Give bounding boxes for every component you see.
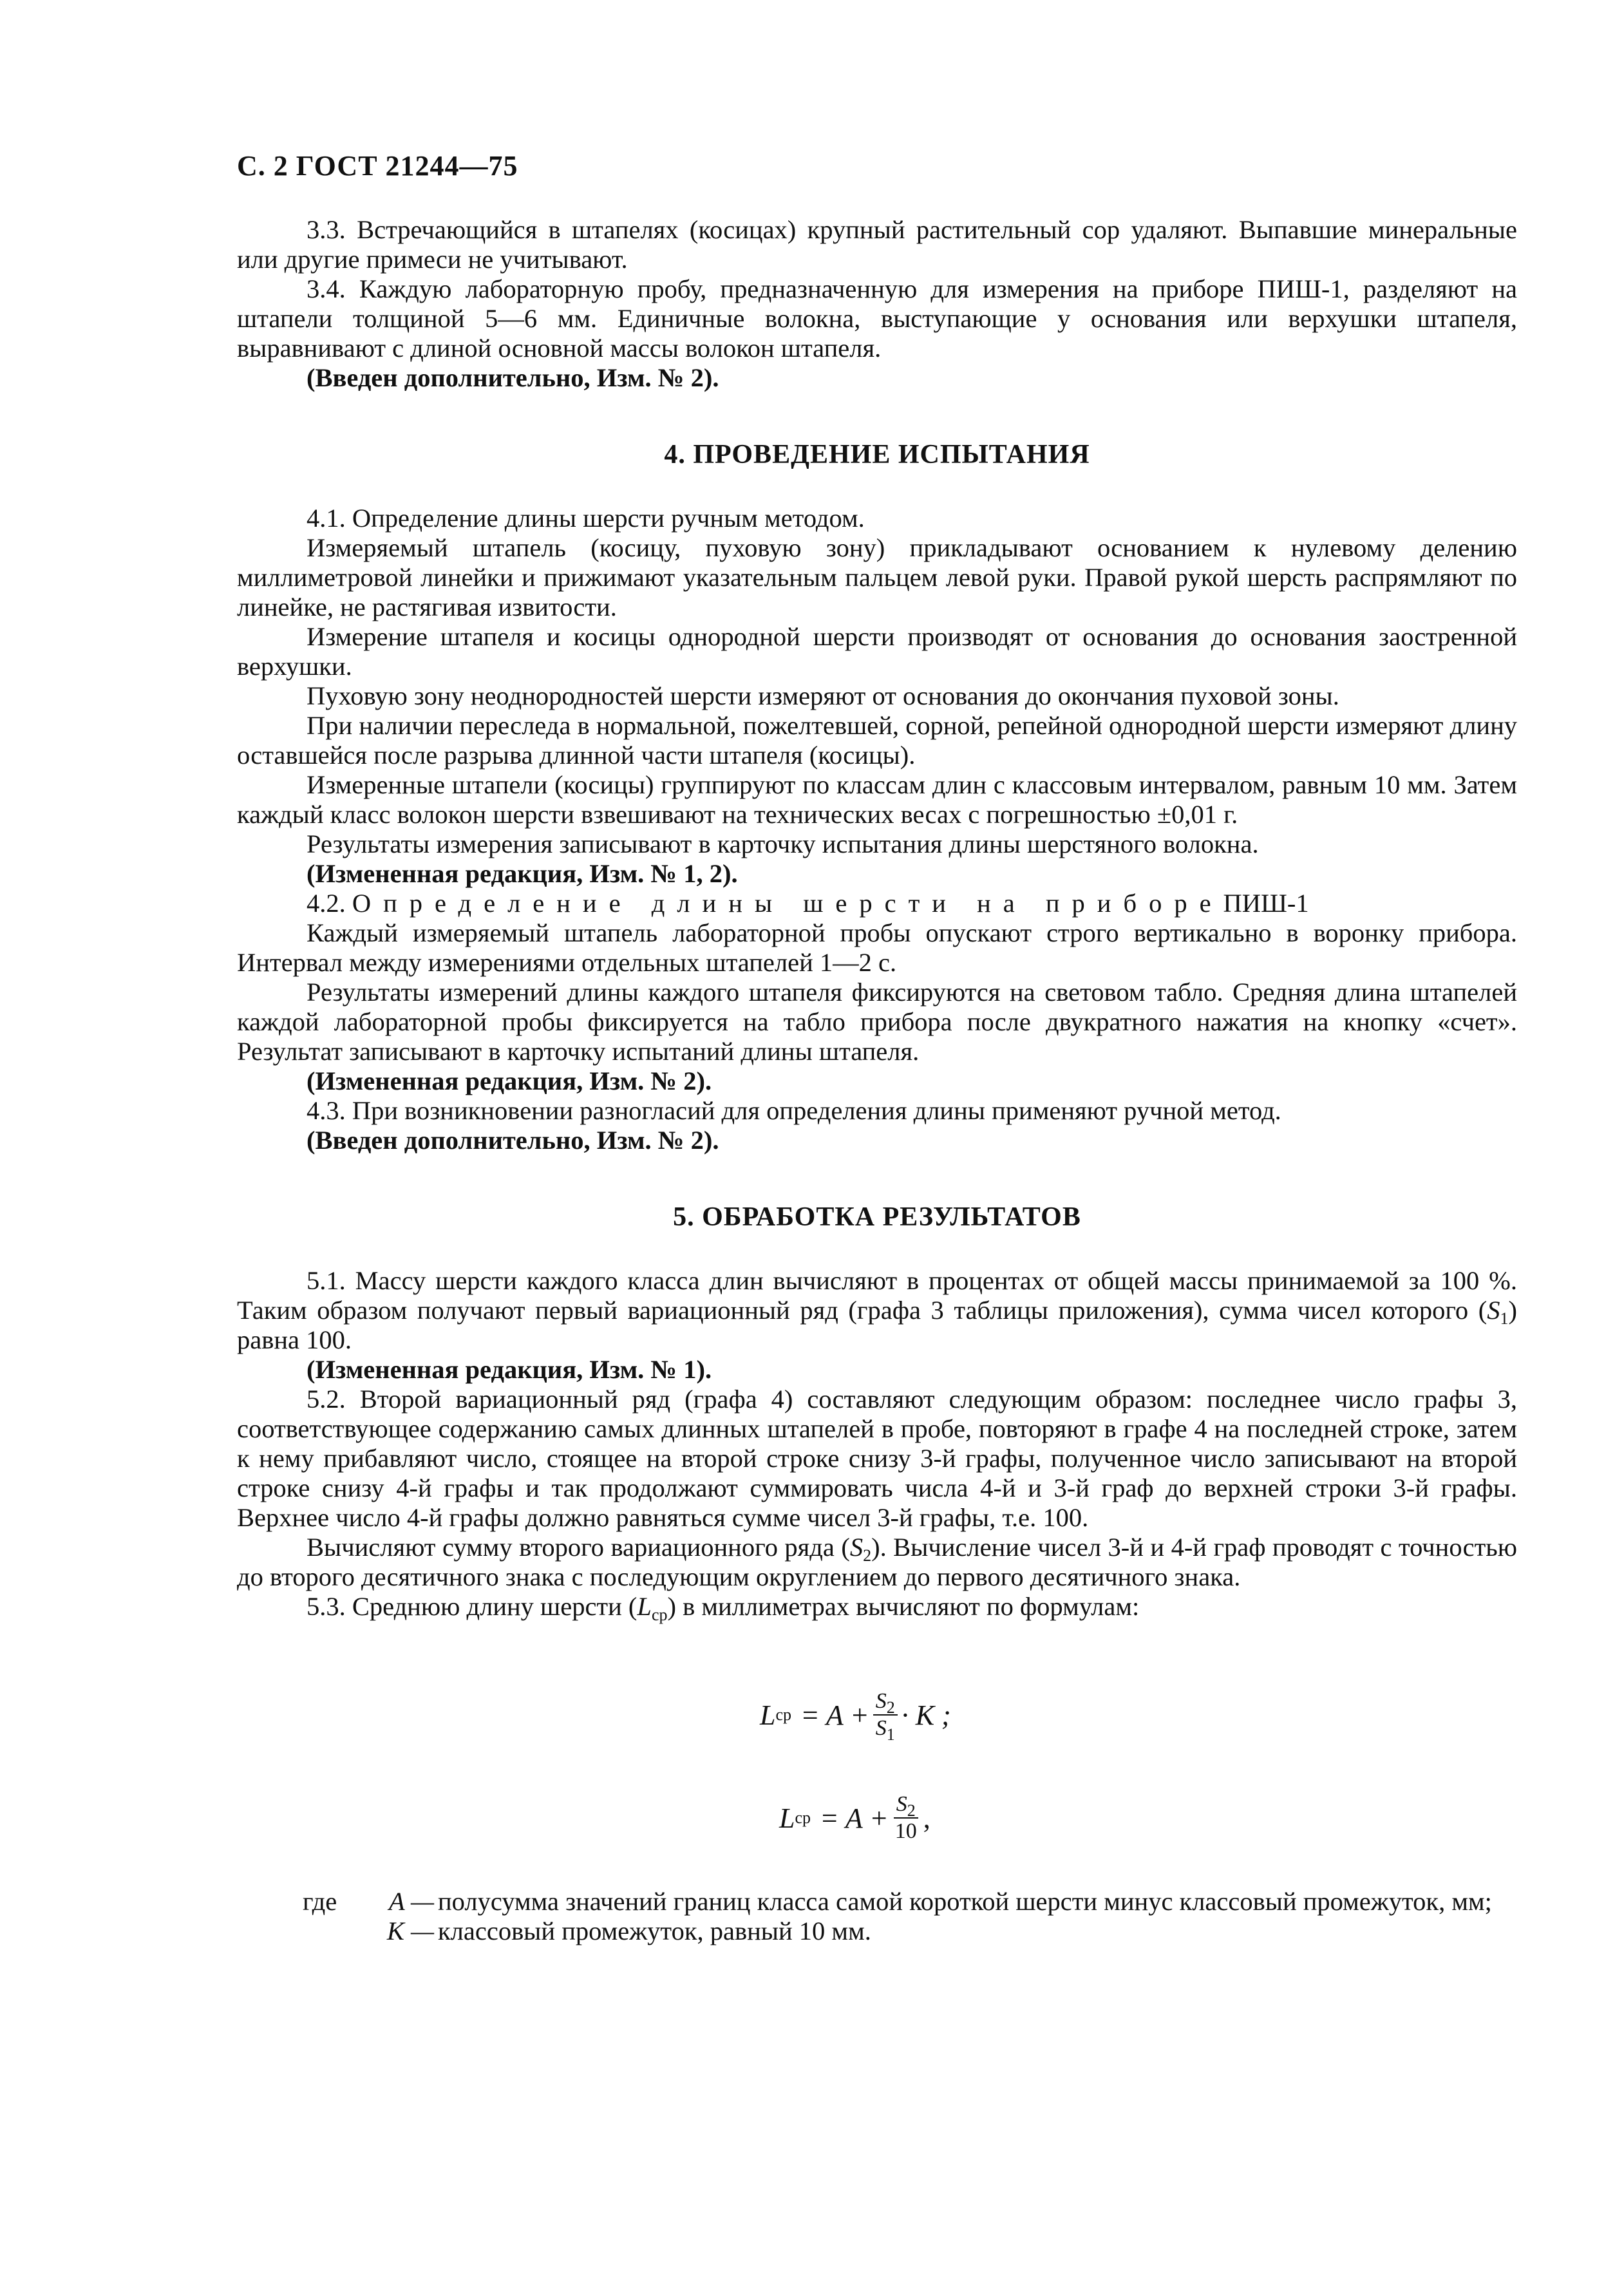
intro-block [237, 215, 1517, 393]
subscript: 1 [886, 1725, 895, 1744]
fraction-denominator: 10 [894, 1819, 917, 1843]
fraction-numerator [873, 1688, 898, 1716]
text-run: ) в миллиметрах вычисляют по формулам: [667, 1592, 1140, 1621]
paragraph-5-2: 5.2. Второй вариационный ряд (графа 4) составляют следующим образом: последнее число графы 3, соответствующее содержанию самых длинных штапелей в пробе, повторяют в графе 4 на последней строке, затем к нему прибавляют число, стоящее на второй строке снизу 3-й графы, полученное число записывают на второй строке снизу 4-й графы и так продолжают суммировать числа 4-й и 3-й граф до верхней строки 3-й графы. Верхнее число 4-й графы должно равняться сумме чисел 3-й графы, т.е. 100. [237, 1385, 1517, 1532]
paragraph: Измерение штапеля и косицы однородной шерсти производят от основания до основания заостренной верхушки. [237, 622, 1517, 681]
paragraph: Пуховую зону неоднородностей шерсти измеряют от основания до окончания пуховой зоны. [307, 681, 1339, 710]
amendment-note: (Введен дополнительно, Изм. № 2). [307, 1126, 719, 1155]
fraction-denominator [873, 1716, 898, 1744]
paragraph: Результаты измерения записывают в карточку испытания длины шерстяного волокна. [307, 829, 1259, 858]
section-4-body [237, 504, 1517, 1155]
paragraph-3-3: 3.3. Встречающийся в штапелях (косицах) крупный растительный сор удаляют. Выпавшие минеральные или другие примеси не учитывают. [237, 215, 1517, 274]
amendment-note: (Измененная редакция, Изм. № 1, 2). [307, 859, 738, 888]
legend-row-k [303, 1916, 1525, 1946]
section-5-body [237, 1266, 1517, 1622]
paragraph: Измеряемый штапель (косицу, пуховую зону) прикладывают основанием к нулевому делению миллиметровой линейки и прижимают указательным пальцем левой руки. Правой рукой шерсть распрямляют по линейке, не растягивая извитости. [237, 533, 1517, 621]
subscript: 1 [1500, 1309, 1509, 1328]
section-5-title: 5. ОБРАБОТКА РЕЗУЛЬТАТОВ [673, 1202, 1081, 1232]
formula-eq: = A + [820, 1802, 889, 1834]
section-4-title: 4. ПРОВЕДЕНИЕ ИСПЫТАНИЯ [664, 440, 1090, 469]
formula-2: L ср = A + $\frac{S_2}{10}$ , [779, 1792, 930, 1843]
subscript: 2 [886, 1698, 895, 1717]
legend-lead: где [303, 1887, 337, 1916]
paragraph: Результаты измерений длины каждого штапеля фиксируются на световом табло. Средняя длина штапелей каждой лабораторной пробы фиксируется на табло прибора после двукратного нажатия на кнопку «счет». Результат записывают в карточку испытаний длины штапеля. [237, 978, 1517, 1066]
paragraph-4-1: 4.1. Определение длины шерсти ручным методом. [307, 504, 865, 533]
subscript: 2 [907, 1801, 916, 1820]
formula-eq: = A + [800, 1699, 869, 1731]
spaced-heading: Определение длины шерсти на приборе [352, 889, 1223, 918]
paragraph [237, 1533, 1517, 1592]
amendment-note: (Измененная редакция, Изм. № 1). [307, 1355, 712, 1384]
formula-tail: , [923, 1802, 930, 1834]
paragraph-5-3 [237, 1592, 1517, 1622]
variable: S [1487, 1296, 1500, 1325]
text-run: 5.1. Массу шерсти каждого класса длин вычисляют в процентах от общей массы принимаемой за 100 %. Таким образом получают первый вариационный ряд (графа 3 таблицы приложения), сумма чисел которого ( [237, 1266, 1517, 1325]
text-run: Вычисляют сумму второго вариационного ряда ( [307, 1533, 850, 1562]
subscript: ср [651, 1605, 668, 1624]
paragraph: При наличии переследа в нормальной, пожелтевшей, сорной, репейной однородной шерсти измеряют длину оставшейся после разрыва длинной части штапеля (косицы). [237, 711, 1517, 770]
formula-fraction [873, 1688, 898, 1744]
legend-row-a [303, 1887, 1525, 1916]
text-run: ). Вычисление чисел 3-й и 4-й граф проводят с точностью до второго десятичного знака с последующим округлением до первого десятичного знака. [237, 1533, 1518, 1591]
paragraph: Каждый измеряемый штапель лабораторной пробы опускают строго вертикально в воронку прибора. Интервал между измерениями отдельных штапелей 1—2 с. [237, 918, 1517, 977]
variable: S [875, 1689, 887, 1713]
formula-lhs: L [760, 1699, 776, 1731]
item-number: 4.2. [307, 889, 346, 918]
legend-block [303, 1887, 1525, 1946]
fraction-numerator [894, 1792, 918, 1819]
formula-fraction [892, 1792, 920, 1844]
formula-tail: · K ; [901, 1699, 951, 1731]
paragraph-3-4: 3.4. Каждую лабораторную пробу, предназначенную для измерения на приборе ПИШ-1, разделяют на штапели толщиной 5—6 мм. Единичные волокна, выступающие у основания или верхушки штапеля, выравнивают с длиной основной массы волокон штапеля. [237, 274, 1517, 363]
variable: L [637, 1592, 652, 1621]
paragraph-5-1 [237, 1266, 1517, 1355]
paragraph-4-3: 4.3. При возникновении разногласий для определения длины применяют ручной метод. [307, 1096, 1281, 1125]
variable: S [849, 1533, 864, 1562]
legend-symbol: A — [388, 1887, 434, 1916]
paragraph-4-2 [237, 889, 1517, 918]
subscript: 2 [863, 1546, 872, 1565]
device-name: ПИШ-1 [1223, 889, 1309, 918]
legend-text: классовый промежуток, равный 10 мм. [438, 1916, 871, 1945]
page-header: С. 2 ГОСТ 21244—75 [237, 150, 518, 182]
text-run: 5.3. Среднюю длину шерсти ( [307, 1592, 637, 1621]
formula-lhs: L [779, 1802, 795, 1834]
paragraph: Измеренные штапели (косицы) группируют по классам длин с классовым интервалом, равным 10 мм. Затем каждый класс волокон шерсти взвешивают на технических весах с погрешностью ±0,01 г. [237, 770, 1517, 829]
amendment-note: (Введен дополнительно, Изм. № 2). [307, 363, 719, 392]
formula-1: L ср = A + $\frac{S_2}{S_1}$ · K ; [760, 1689, 951, 1744]
legend-symbol: K — [386, 1916, 434, 1945]
variable: S [896, 1792, 907, 1816]
legend-text: полусумма значений границ класса самой короткой шерсти минус классовый промежуток, мм; [438, 1887, 1492, 1916]
text-run: ) равна 100. [237, 1296, 1517, 1354]
variable: S [875, 1716, 887, 1740]
amendment-note: (Измененная редакция, Изм. № 2). [307, 1066, 712, 1095]
